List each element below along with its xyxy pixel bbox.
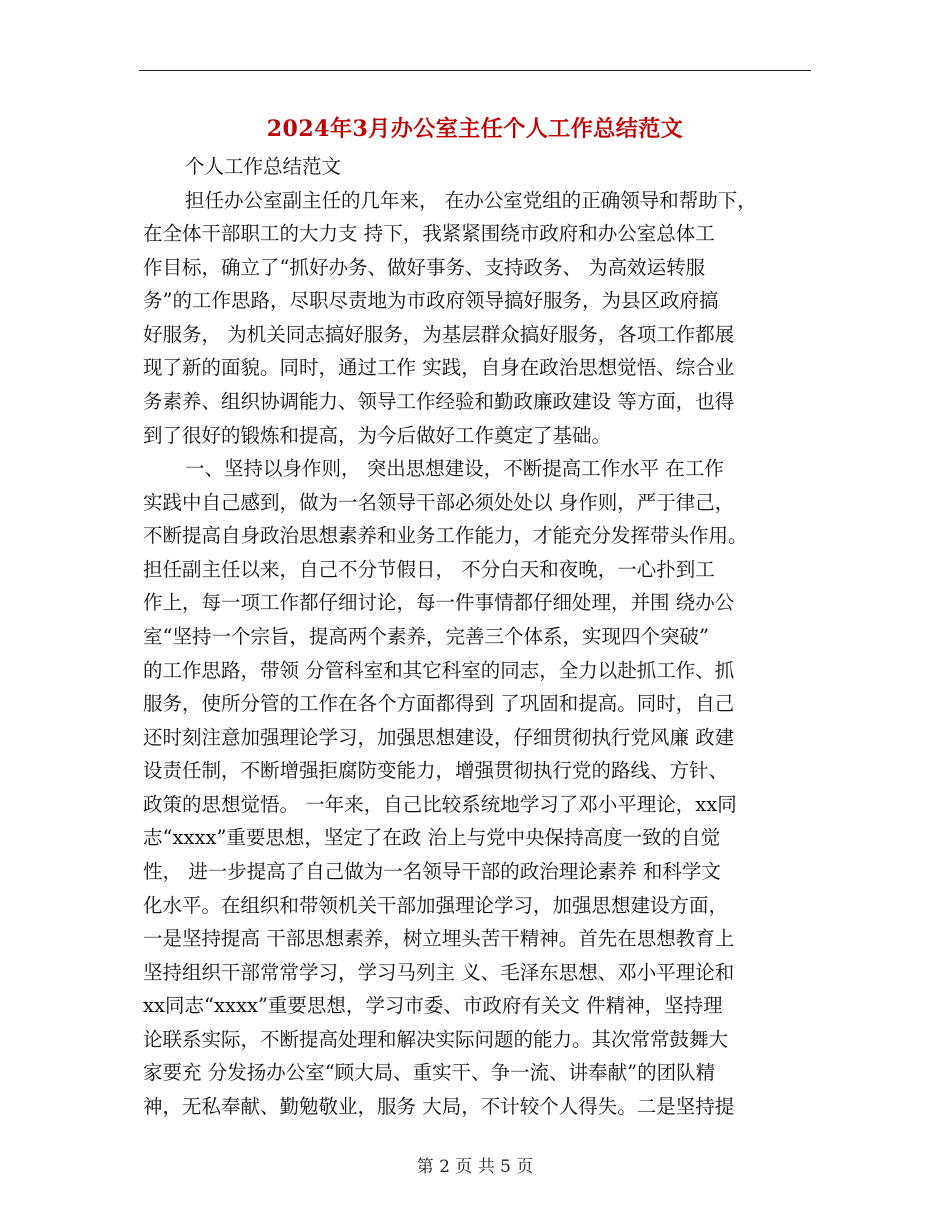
body-line: 担任副主任以来，自己不分节假日， 不分白天和夜晚，一心扑到工 — [143, 557, 715, 581]
body-line: 性， 进一步提高了自己做为一名领导干部的政治理论素养 和科学文 — [143, 859, 721, 883]
body-line: 担任办公室副主任的几年来， 在办公室党组的正确领导和帮助下， — [185, 188, 757, 212]
body-line: 实践中自己感到，做为一名领导干部必须处处以 身作则，严于律己， — [143, 490, 735, 514]
body-line: 论联系实际，不断提高处理和解决实际问题的能力。其次常常鼓舞大 — [143, 1027, 729, 1051]
body-line: 个人工作总结范文 — [185, 155, 342, 178]
body-line: 服务，使所分管的工作在各个方面都得到 了巩固和提高。同时，自己 — [143, 692, 735, 716]
body-line: 作目标，确立了“抓好办务、做好事务、支持政务、 为高效运转服 — [143, 255, 706, 279]
body-line: 在全体干部职工的大力支 持下，我紧紧围绕市政府和办公室总体工 — [143, 222, 715, 246]
body-line: 的工作思路，带领 分管科室和其它科室的同志，全力以赴抓工作、抓 — [143, 658, 735, 682]
body-line: 作上，每一项工作都仔细讨论，每一件事情都仔细处理，并围 绕办公 — [143, 591, 735, 615]
body-line: 家要充 分发扬办公室“顾大局、重实干、争一流、讲奉献”的团队精 — [143, 1061, 716, 1085]
body-line: 一、坚持以身作则， 突出思想建设，不断提高工作水平 在工作 — [185, 457, 724, 481]
document-title: 2024年3月办公室主任个人工作总结范文 — [266, 116, 684, 142]
page-number-footer: 第 2 页 共 5 页 — [416, 1157, 534, 1177]
body-line: 政策的思想觉悟。 一年来，自己比较系统地学习了邓小平理论，xx同 — [143, 792, 737, 816]
body-line: 现了新的面貌。同时，通过工作 实践，自身在政治思想觉悟、综合业 — [143, 356, 735, 380]
body-line: 不断提高自身政治思想素养和业务工作能力，才能充分发挥带头作用。 — [143, 524, 748, 548]
body-line: 化水平。在组织和带领机关干部加强理论学习，加强思想建设方面， — [143, 893, 729, 917]
body-line: 还时刻注意加强理论学习，加强思想建设，仔细贯彻执行党风廉 政建 — [143, 725, 735, 749]
body-line: 务素养、组织协调能力、领导工作经验和勤政廉政建设 等方面，也得 — [143, 389, 735, 413]
body-line: xx同志“xxxx”重要思想，学习市委、市政府有关文 件精神，坚持理 — [143, 994, 723, 1018]
body-line: 设责任制，不断增强拒腐防变能力，增强贯彻执行党的路线、方针、 — [143, 759, 729, 783]
body-line: 室“坚持一个宗旨，提高两个素养，完善三个体系，实现四个突破” — [143, 624, 709, 648]
body-line: 神，无私奉献、勤勉敬业，服务 大局，不计较个人得失。二是坚持提 — [143, 1094, 735, 1118]
body-line: 务”的工作思路，尽职尽责地为市政府领导搞好服务，为县区政府搞 — [143, 289, 719, 313]
body-line: 到了很好的锻炼和提高，为今后做好工作奠定了基础。 — [143, 423, 612, 447]
body-line: 一是坚持提高 干部思想素养，树立埋头苦干精神。首先在思想教育上 — [143, 927, 735, 951]
header-rule — [139, 70, 811, 71]
body-line: 好服务， 为机关同志搞好服务，为基层群众搞好服务，各项工作都展 — [143, 322, 735, 346]
body-line: 坚持组织干部常常学习，学习马列主 义、毛泽东思想、邓小平理论和 — [143, 960, 735, 984]
body-line: 志“xxxx”重要思想，坚定了在政 治上与党中央保持高度一致的自觉 — [143, 826, 721, 850]
